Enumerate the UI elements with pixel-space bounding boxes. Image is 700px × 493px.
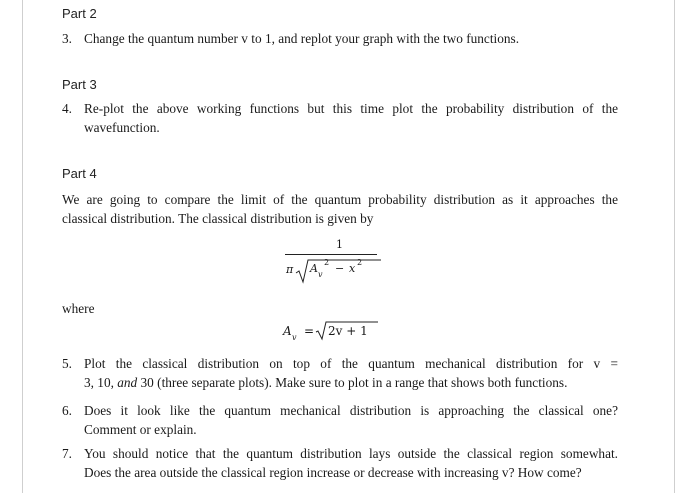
- formula-sup-2: 2: [324, 258, 330, 267]
- item-7-number: 7.: [62, 446, 72, 461]
- item-5-number: 5.: [62, 356, 72, 371]
- item-3-text: Change the quantum number v to 1, and replot your graph with the two functions.: [84, 31, 520, 46]
- item-7-line2: Does the area outside the classical region increase or decrease with increasing v? How come?: [84, 465, 582, 480]
- eq-equals: =: [304, 324, 315, 338]
- formula-x: x: [349, 262, 356, 275]
- part4-heading: Part 4: [62, 166, 97, 181]
- item-5-rest: 30 (three separate plots). Make sure to plot in a range that shows both functions.: [137, 375, 568, 390]
- formula-sub-v: v: [318, 270, 323, 279]
- item-4-line2: wavefunction.: [84, 120, 160, 135]
- item-4-number: 4.: [62, 101, 72, 116]
- item-6-line1: Does it look like the quantum mechanical distribution is approaching the classical one?: [84, 403, 618, 418]
- left-border: [22, 0, 23, 493]
- item-4-line1: Re-plot the above working functions but this time plot the probability distribution of the: [84, 101, 618, 116]
- pi-symbol: π: [286, 263, 294, 276]
- item-5-and: and: [117, 375, 138, 390]
- formula-minus: −: [335, 262, 345, 275]
- eq-A: A: [283, 324, 292, 338]
- item-6-line2: Comment or explain.: [84, 422, 197, 437]
- right-border: [674, 0, 675, 493]
- item-3-number: 3.: [62, 31, 72, 46]
- item-5-line2: [84, 373, 567, 392]
- fraction-bar: [285, 254, 377, 255]
- item-5-line1: Plot the classical distribution on top of the quantum mechanical distribution for v =: [84, 356, 618, 371]
- part4-intro-line2: classical distribution. The classical distribution is given by: [62, 211, 374, 226]
- item-7-line1: You should notice that the quantum distribution lays outside the classical region somewhat.: [84, 446, 618, 461]
- part2-heading: Part 2: [62, 6, 97, 21]
- part3-heading: Part 3: [62, 77, 97, 92]
- part4-intro-line1: We are going to compare the limit of the quantum probability distribution as it approaches the: [62, 192, 618, 207]
- item-6-number: 6.: [62, 403, 72, 418]
- formula-A: A: [310, 262, 318, 275]
- eq-sub-v: v: [292, 333, 297, 342]
- where-label: where: [62, 301, 95, 316]
- formula-numerator: 1: [336, 238, 343, 251]
- formula-sup-2b: 2: [357, 258, 363, 267]
- eq-radicand: 2v + 1: [328, 324, 368, 338]
- item-5-values: 3, 10,: [84, 375, 118, 390]
